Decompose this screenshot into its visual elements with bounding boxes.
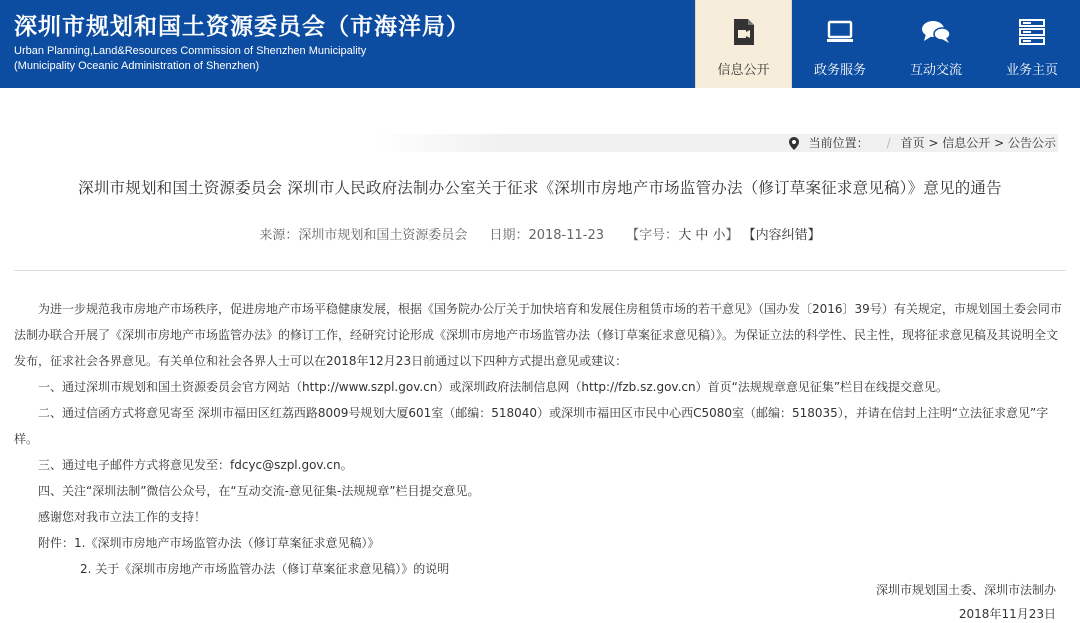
intro-paragraph: 为进一步规范我市房地产市场秩序，促进房地产市场平稳健康发展，根据《国务院办公厅关于加快培育和发展住房租赁市场的若干意见》（国办发〔2016〕39号）有关规定，市规划国土委会同市法制办联合开展了《深圳市房地产市场监管办法》的修订工作，经研究讨论形成《深圳市房地产市场监管办法（修订草案征求意见稿）》。为保证立法的科学性、民主性，现将征求意见稿及其说明全文发布，征求社会各界意见。有关单位和社会各界人士可以在2018年12月23日前通过以下四种方式提出意见或建议： <box>14 302 1062 368</box>
article-source: 来源：深圳市规划和国土资源委员会 <box>259 228 468 243</box>
site-brand[interactable] <box>14 12 470 74</box>
article-meta <box>0 224 1080 243</box>
chat-bubbles-icon <box>921 17 951 47</box>
info-disclosure-icon <box>729 17 759 47</box>
nav-label: 信息公开 <box>717 63 770 78</box>
nav-label: 业务主页 <box>1005 63 1058 78</box>
font-size-prefix: 【字号： <box>626 228 679 243</box>
method-item-3: 三、通过电子邮件方式将意见发至：fdcyc@szpl.gov.cn。 <box>38 458 353 472</box>
nav-item-info-disclosure[interactable] <box>695 0 792 88</box>
site-subtitle-en: (Municipality Oceanic Administration of Shenzhen) <box>14 60 260 72</box>
article-signature <box>876 578 1056 623</box>
font-size-suffix: 】 <box>725 228 739 243</box>
server-list-icon <box>1017 17 1047 47</box>
main-nav <box>695 0 1080 88</box>
attachment-link-1[interactable]: 附件：1.《深圳市房地产市场监管办法（修订草案征求意见稿）》 <box>38 536 380 550</box>
article-title: 深圳市规划和国土资源委员会 深圳市人民政府法制办公室关于征求《深圳市房地产市场监管办法（修订草案征求意见稿）》意见的通告 <box>78 179 1002 197</box>
location-pin-icon <box>789 137 799 150</box>
method-item-4: 四、关注“深圳法制”微信公众号，在“互动交流-意见征集-法规规章”栏目提交意见。 <box>38 484 480 498</box>
method-item-1: 一、通过深圳市规划和国土资源委员会官方网站（http://www.szpl.gov.cn）或深圳政府法制信息网（http://fzb.sz.gov.cn）首页“法规规章意见征集”栏目在线提交意见。 <box>38 380 949 394</box>
nav-item-business-home[interactable] <box>984 0 1080 88</box>
site-header <box>0 0 1080 88</box>
breadcrumb-path[interactable]: 首页 > 信息公开 > 公告公示 <box>900 136 1056 150</box>
nav-item-interaction[interactable] <box>888 0 984 88</box>
site-title-en: Urban Planning,Land&Resources Commission of Shenzhen Municipality <box>14 45 367 57</box>
attachment-link-2[interactable]: 2. 关于《深圳市房地产市场监管办法（修订草案征求意见稿）》的说明 <box>80 562 450 576</box>
article-body <box>14 296 1062 582</box>
signature-org: 深圳市规划国土委、深圳市法制办 <box>875 583 1056 597</box>
breadcrumb-label: 当前位置： <box>808 136 869 150</box>
method-item-2: 二、通过信函方式将意见寄至 深圳市福田区红荔西路8009号规划大厦601室（邮编：518040）或深圳市福田区市民中心西C5080室（邮编：518035），并请在信封上注明“立法征求意见”字样。 <box>14 406 1049 446</box>
font-size-medium-link[interactable]: 中 <box>695 228 709 243</box>
content-correction-link[interactable]: 【内容纠错】 <box>742 228 821 243</box>
breadcrumb <box>789 135 1056 151</box>
monitor-icon <box>825 17 855 47</box>
font-size-small-link[interactable]: 小 <box>712 228 726 243</box>
nav-label: 互动交流 <box>909 63 962 78</box>
nav-label: 政务服务 <box>813 63 866 78</box>
font-size-large-link[interactable]: 大 <box>678 228 692 243</box>
article-date: 日期：2018-11-23 <box>489 228 605 243</box>
divider <box>14 270 1066 271</box>
thanks-paragraph: 感谢您对我市立法工作的支持！ <box>38 510 207 524</box>
site-title-cn: 深圳市规划和国土资源委员会（市海洋局） <box>14 13 470 40</box>
nav-item-gov-services[interactable] <box>792 0 888 88</box>
breadcrumb-divider: / <box>886 136 891 150</box>
signature-date: 2018年11月23日 <box>958 607 1056 621</box>
